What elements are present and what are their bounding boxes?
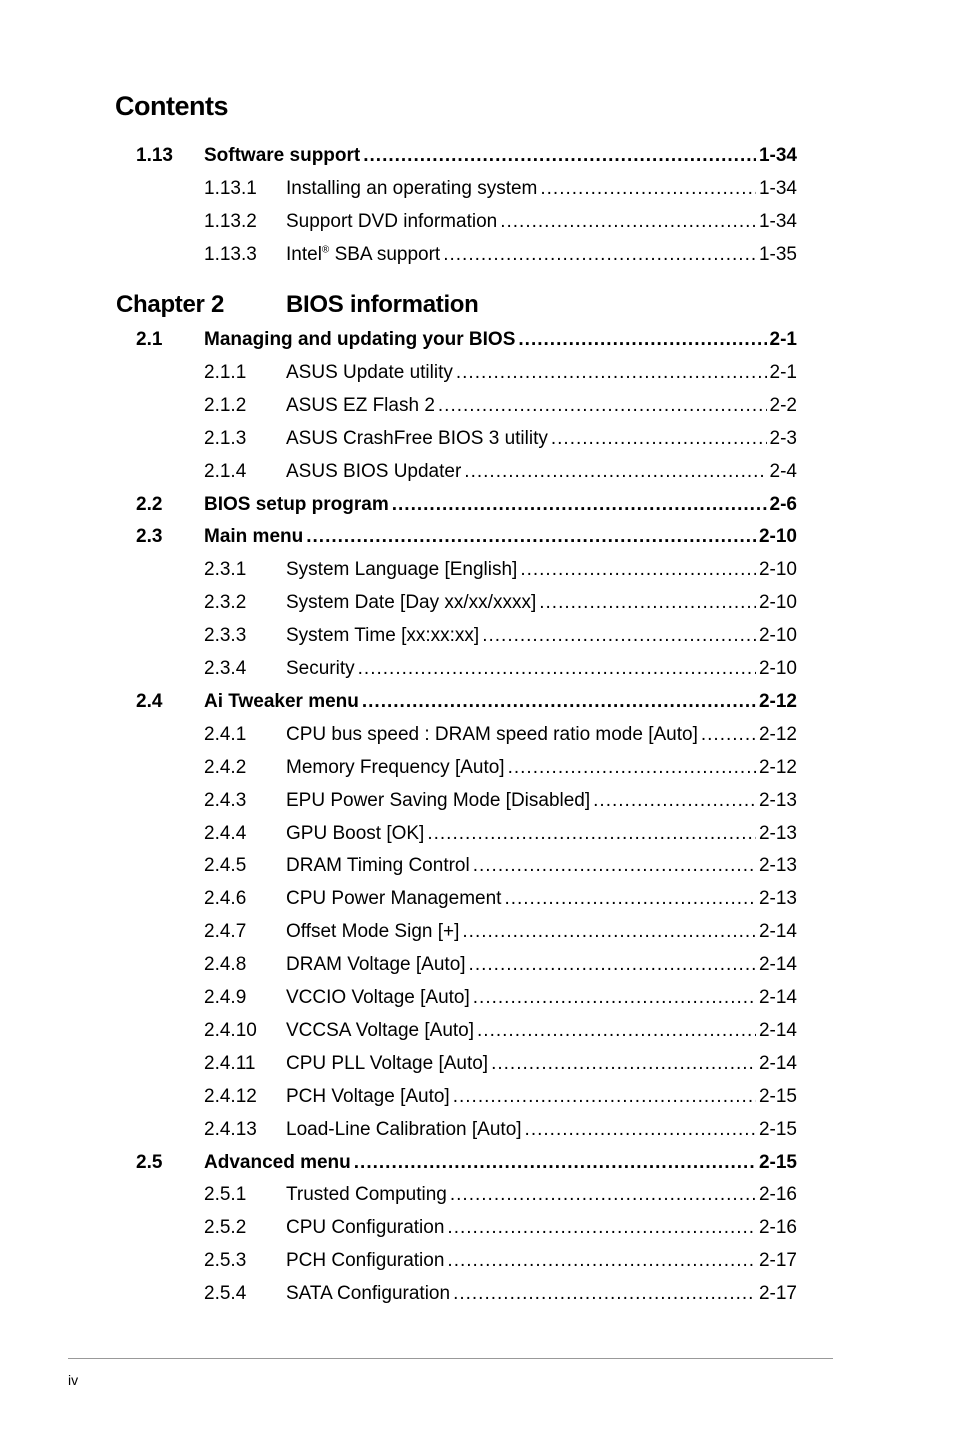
dot-leader bbox=[362, 687, 756, 717]
toc-entry-line bbox=[204, 325, 797, 355]
toc-subsection-entry[interactable] bbox=[0, 358, 954, 388]
dot-leader bbox=[392, 490, 767, 520]
toc-entry-page: 1-34 bbox=[758, 145, 797, 166]
dot-leader bbox=[701, 720, 756, 750]
dot-leader bbox=[306, 522, 756, 552]
toc-entry-page: 2-14 bbox=[758, 954, 797, 976]
toc-entry-page: 1-34 bbox=[758, 177, 797, 199]
dot-leader bbox=[539, 588, 756, 618]
dot-leader bbox=[453, 1279, 756, 1309]
dot-leader bbox=[477, 1016, 756, 1046]
toc-entry-number: 2.4.2 bbox=[204, 756, 247, 778]
toc-entry-title: CPU Configuration bbox=[286, 1217, 445, 1239]
toc-subsection-entry[interactable] bbox=[0, 753, 954, 783]
toc-entry-number: 1.13 bbox=[136, 145, 173, 166]
toc-entry-number: 2.3.1 bbox=[204, 559, 247, 581]
toc-entry-page: 2-15 bbox=[758, 1151, 797, 1173]
toc-entry-page: 2-6 bbox=[769, 493, 797, 515]
toc-entry-title: VCCSA Voltage [Auto] bbox=[286, 1019, 475, 1041]
toc-entry-title: Main menu bbox=[204, 526, 304, 548]
toc-entry-number: 2.4.11 bbox=[204, 1052, 256, 1074]
toc-entry-line bbox=[286, 950, 797, 980]
toc-entry-page: 2-13 bbox=[758, 888, 797, 910]
toc-entry-number: 2.1.1 bbox=[204, 361, 247, 383]
toc-entry-number: 2.4.7 bbox=[204, 921, 247, 943]
dot-leader bbox=[500, 207, 756, 237]
chapter-heading bbox=[0, 288, 954, 322]
toc-entry-line bbox=[286, 1180, 797, 1210]
toc-entry-page: 2-10 bbox=[758, 592, 797, 614]
dot-leader bbox=[456, 358, 767, 388]
toc-subsection-entry[interactable] bbox=[0, 1180, 954, 1210]
toc-entry-line bbox=[286, 1213, 797, 1243]
toc-subsection-entry[interactable] bbox=[0, 654, 954, 684]
toc-entry-line bbox=[286, 819, 797, 849]
toc-entry-line bbox=[286, 1115, 797, 1145]
toc-entry-line bbox=[204, 1148, 797, 1178]
toc-entry-page: 2-10 bbox=[758, 559, 797, 581]
toc-subsection-entry[interactable] bbox=[0, 207, 954, 237]
toc-entry-line bbox=[286, 621, 797, 651]
dot-leader bbox=[473, 851, 756, 881]
toc-entry-number: 2.3 bbox=[136, 526, 163, 548]
toc-entry-number: 2.4.9 bbox=[204, 987, 247, 1008]
toc-entry-title: Security bbox=[286, 658, 355, 679]
toc-subsection-entry[interactable] bbox=[0, 851, 954, 881]
toc-entry-title: System Time [xx:xx:xx] bbox=[286, 625, 480, 647]
toc-entry-page: 2-14 bbox=[758, 921, 797, 943]
toc-entry-number: 2.4.5 bbox=[204, 855, 247, 877]
toc-entry-line bbox=[286, 1049, 797, 1079]
toc-entry-title: BIOS setup program bbox=[204, 493, 389, 515]
toc-entry-number: 1.13.3 bbox=[204, 243, 257, 265]
toc-entry-page: 2-10 bbox=[758, 526, 797, 548]
toc-subsection-entry[interactable] bbox=[0, 1246, 954, 1276]
toc-entry-title: Load-Line Calibration [Auto] bbox=[286, 1118, 522, 1140]
toc-entry-title: DRAM Timing Control bbox=[286, 855, 470, 877]
toc-subsection-entry[interactable] bbox=[0, 950, 954, 980]
toc-entry-title: ASUS EZ Flash 2 bbox=[286, 394, 435, 416]
dot-leader bbox=[447, 1213, 756, 1243]
toc-entry-number: 2.1 bbox=[136, 329, 163, 350]
toc-entry-line bbox=[286, 1082, 797, 1112]
toc-entry-title: CPU PLL Voltage [Auto] bbox=[286, 1052, 489, 1074]
dot-leader bbox=[540, 174, 756, 204]
toc-subsection-entry[interactable] bbox=[0, 786, 954, 816]
toc-entry-number: 2.5.3 bbox=[204, 1250, 247, 1272]
toc-entry-line bbox=[286, 424, 797, 454]
toc-entry-title: Installing an operating system bbox=[286, 177, 538, 199]
toc-entry-title: Advanced menu bbox=[204, 1151, 351, 1173]
toc-entry-page: 2-12 bbox=[758, 690, 797, 712]
toc-entry-line bbox=[204, 522, 797, 552]
toc-subsection-entry[interactable] bbox=[0, 1049, 954, 1079]
toc-subsection-entry[interactable] bbox=[0, 588, 954, 618]
toc-entry-title: DRAM Voltage [Auto] bbox=[286, 954, 466, 976]
toc-entry-line bbox=[286, 391, 797, 421]
toc-section-entry[interactable] bbox=[0, 141, 954, 171]
toc-entry-number: 1.13.2 bbox=[204, 210, 257, 232]
toc-entry-page: 2-15 bbox=[758, 1085, 797, 1107]
toc-subsection-entry[interactable] bbox=[0, 240, 954, 270]
dot-leader bbox=[593, 786, 756, 816]
toc-entry-line bbox=[204, 490, 797, 520]
toc-entry-page: 2-16 bbox=[758, 1184, 797, 1206]
toc-entry-title-text: Intel bbox=[286, 243, 322, 265]
toc-entry-page: 1-35 bbox=[758, 243, 797, 265]
toc-section-entry[interactable] bbox=[0, 490, 954, 520]
toc-entry-page: 2-14 bbox=[758, 1019, 797, 1041]
toc-entry-title: ASUS Update utility bbox=[286, 361, 453, 383]
toc-entry-number: 2.1.2 bbox=[204, 394, 247, 416]
dot-leader bbox=[358, 654, 756, 684]
toc-entry-title-text: SBA support bbox=[329, 243, 441, 265]
toc-section-entry[interactable] bbox=[0, 687, 954, 717]
toc-subsection-entry[interactable] bbox=[0, 1279, 954, 1309]
toc-entry-line bbox=[286, 240, 797, 270]
toc-section-entry[interactable] bbox=[0, 522, 954, 552]
toc-entry-number: 2.5.1 bbox=[204, 1184, 247, 1206]
dot-leader bbox=[469, 950, 756, 980]
dot-leader bbox=[504, 884, 756, 914]
toc-entry-page: 2-1 bbox=[769, 361, 797, 383]
toc-subsection-entry[interactable] bbox=[0, 1082, 954, 1112]
toc-entry-title: PCH Configuration bbox=[286, 1250, 445, 1272]
chapter-number: Chapter 2 bbox=[116, 291, 224, 318]
toc-entry-number: 2.4.10 bbox=[204, 1019, 257, 1041]
toc-entry-page: 2-2 bbox=[769, 394, 797, 416]
dot-leader bbox=[427, 819, 756, 849]
toc-entry-line bbox=[286, 358, 797, 388]
dot-leader bbox=[464, 457, 766, 487]
toc-entry-number: 2.5.4 bbox=[204, 1283, 247, 1305]
toc-entry-line bbox=[286, 753, 797, 783]
toc-subsection-entry[interactable] bbox=[0, 424, 954, 454]
toc-entry-page: 2-1 bbox=[769, 329, 797, 350]
toc-entry-page: 2-12 bbox=[758, 756, 797, 778]
toc-entry-number: 2.4 bbox=[136, 690, 163, 712]
toc-section-entry[interactable] bbox=[0, 325, 954, 355]
toc-entry-line bbox=[286, 1016, 797, 1046]
dot-leader bbox=[525, 1115, 756, 1145]
toc-subsection-entry[interactable] bbox=[0, 1213, 954, 1243]
dot-leader bbox=[450, 1180, 756, 1210]
toc-entry-title: CPU Power Management bbox=[286, 888, 502, 910]
toc-entry-number: 2.4.6 bbox=[204, 888, 247, 910]
toc-entry-page: 2-14 bbox=[758, 1052, 797, 1074]
toc-entry-title: Support DVD information bbox=[286, 210, 498, 232]
dot-leader bbox=[491, 1049, 756, 1079]
toc-entry-line bbox=[286, 720, 797, 750]
toc-entry-line bbox=[286, 851, 797, 881]
toc-entry-number: 2.4.13 bbox=[204, 1118, 257, 1140]
toc-subsection-entry[interactable] bbox=[0, 1115, 954, 1145]
toc-entry-line bbox=[286, 1279, 797, 1309]
toc-entry-line bbox=[286, 1246, 797, 1276]
toc-subsection-entry[interactable] bbox=[0, 621, 954, 651]
dot-leader bbox=[447, 1246, 756, 1276]
toc-entry-line bbox=[286, 654, 797, 684]
toc-entry-number: 2.4.4 bbox=[204, 822, 247, 844]
toc-entry-number: 2.5.2 bbox=[204, 1217, 247, 1239]
toc-entry-number: 2.1.3 bbox=[204, 427, 247, 449]
toc-subsection-entry[interactable] bbox=[0, 983, 954, 1013]
toc-entry-title: ASUS CrashFree BIOS 3 utility bbox=[286, 427, 548, 449]
toc-entry-line bbox=[286, 588, 797, 618]
toc-entry-number: 2.3.4 bbox=[204, 658, 247, 679]
dot-leader bbox=[363, 141, 756, 171]
dot-leader bbox=[482, 621, 756, 651]
dot-leader bbox=[520, 555, 756, 585]
toc-entry-page: 2-17 bbox=[758, 1283, 797, 1305]
toc-entry-line bbox=[286, 786, 797, 816]
toc-subsection-entry[interactable] bbox=[0, 174, 954, 204]
dot-leader bbox=[354, 1148, 756, 1178]
registered-mark: ® bbox=[321, 244, 330, 256]
toc-entry-page: 2-17 bbox=[758, 1250, 797, 1272]
toc-entry-page: 2-3 bbox=[769, 427, 797, 449]
toc-entry-page: 2-4 bbox=[769, 460, 797, 482]
toc-entry-title: SATA Configuration bbox=[286, 1283, 451, 1305]
toc-entry-line bbox=[286, 457, 797, 487]
toc-entry-page: 1-34 bbox=[758, 210, 797, 232]
toc-entry-line bbox=[286, 555, 797, 585]
page-number: iv bbox=[68, 1372, 79, 1388]
toc-entry-title: Memory Frequency [Auto] bbox=[286, 756, 505, 778]
toc-entry-page: 2-15 bbox=[758, 1118, 797, 1140]
toc-subsection-entry[interactable] bbox=[0, 884, 954, 914]
toc-entry-page: 2-13 bbox=[758, 789, 797, 811]
toc-entry-page: 2-14 bbox=[758, 987, 797, 1008]
toc-subsection-entry[interactable] bbox=[0, 917, 954, 947]
toc-entry-number: 2.2 bbox=[136, 493, 163, 515]
toc-entry-title: PCH Voltage [Auto] bbox=[286, 1085, 450, 1107]
toc-entry-number: 2.1.4 bbox=[204, 460, 247, 482]
toc-entry-number: 2.4.3 bbox=[204, 789, 247, 811]
toc-entry-title: System Language [English] bbox=[286, 559, 518, 581]
toc-entry-page: 2-13 bbox=[758, 822, 797, 844]
toc-entry-line bbox=[286, 983, 797, 1013]
toc-entry-line bbox=[286, 884, 797, 914]
footer-divider bbox=[68, 1358, 833, 1359]
toc-entry-page: 2-13 bbox=[758, 855, 797, 877]
toc-entry-title: Trusted Computing bbox=[286, 1184, 447, 1206]
toc-entry-page: 2-10 bbox=[758, 658, 797, 679]
toc-entry-line bbox=[204, 141, 797, 171]
toc-entry-title: CPU bus speed : DRAM speed ratio mode [Auto] bbox=[286, 723, 698, 745]
toc-entry-line bbox=[204, 687, 797, 717]
toc-entry-line bbox=[286, 917, 797, 947]
dot-leader bbox=[518, 325, 766, 355]
toc-entry-line bbox=[286, 207, 797, 237]
toc-subsection-entry[interactable] bbox=[0, 391, 954, 421]
toc-entry-number: 1.13.1 bbox=[204, 177, 257, 199]
dot-leader bbox=[443, 240, 756, 270]
toc-entry-page: 2-12 bbox=[758, 723, 797, 745]
toc-entry-title: GPU Boost [OK] bbox=[286, 822, 425, 844]
toc-entry-title: Offset Mode Sign [+] bbox=[286, 921, 460, 943]
toc-entry-title bbox=[286, 240, 440, 270]
chapter-title: BIOS information bbox=[286, 291, 479, 318]
toc-entry-number: 2.4.8 bbox=[204, 954, 247, 976]
dot-leader bbox=[508, 753, 756, 783]
toc-entry-title: VCCIO Voltage [Auto] bbox=[286, 987, 470, 1008]
dot-leader bbox=[453, 1082, 756, 1112]
toc-entry-number: 2.5 bbox=[136, 1151, 163, 1173]
toc-entry-title: Managing and updating your BIOS bbox=[204, 329, 516, 350]
page-title: Contents bbox=[115, 91, 228, 121]
toc-entry-title: System Date [Day xx/xx/xxxx] bbox=[286, 592, 537, 614]
toc-entry-title: ASUS BIOS Updater bbox=[286, 460, 462, 482]
toc-entry-page: 2-16 bbox=[758, 1217, 797, 1239]
dot-leader bbox=[551, 424, 767, 454]
toc-entry-title: Ai Tweaker menu bbox=[204, 690, 359, 712]
toc-entry-title: Software support bbox=[204, 145, 361, 166]
dot-leader bbox=[438, 391, 767, 421]
toc-entry-number: 2.3.3 bbox=[204, 625, 247, 647]
toc-subsection-entry[interactable] bbox=[0, 1016, 954, 1046]
toc-entry-line bbox=[286, 174, 797, 204]
toc-entry-page: 2-10 bbox=[758, 625, 797, 647]
toc-subsection-entry[interactable] bbox=[0, 720, 954, 750]
dot-leader bbox=[462, 917, 756, 947]
dot-leader bbox=[473, 983, 756, 1013]
toc-entry-number: 2.4.12 bbox=[204, 1085, 257, 1107]
toc-entry-title: EPU Power Saving Mode [Disabled] bbox=[286, 789, 591, 811]
toc-section-entry[interactable] bbox=[0, 1148, 954, 1178]
toc-subsection-entry[interactable] bbox=[0, 457, 954, 487]
toc-subsection-entry[interactable] bbox=[0, 555, 954, 585]
toc-entry-number: 2.4.1 bbox=[204, 723, 247, 745]
toc-entry-number: 2.3.2 bbox=[204, 592, 247, 614]
toc-subsection-entry[interactable] bbox=[0, 819, 954, 849]
